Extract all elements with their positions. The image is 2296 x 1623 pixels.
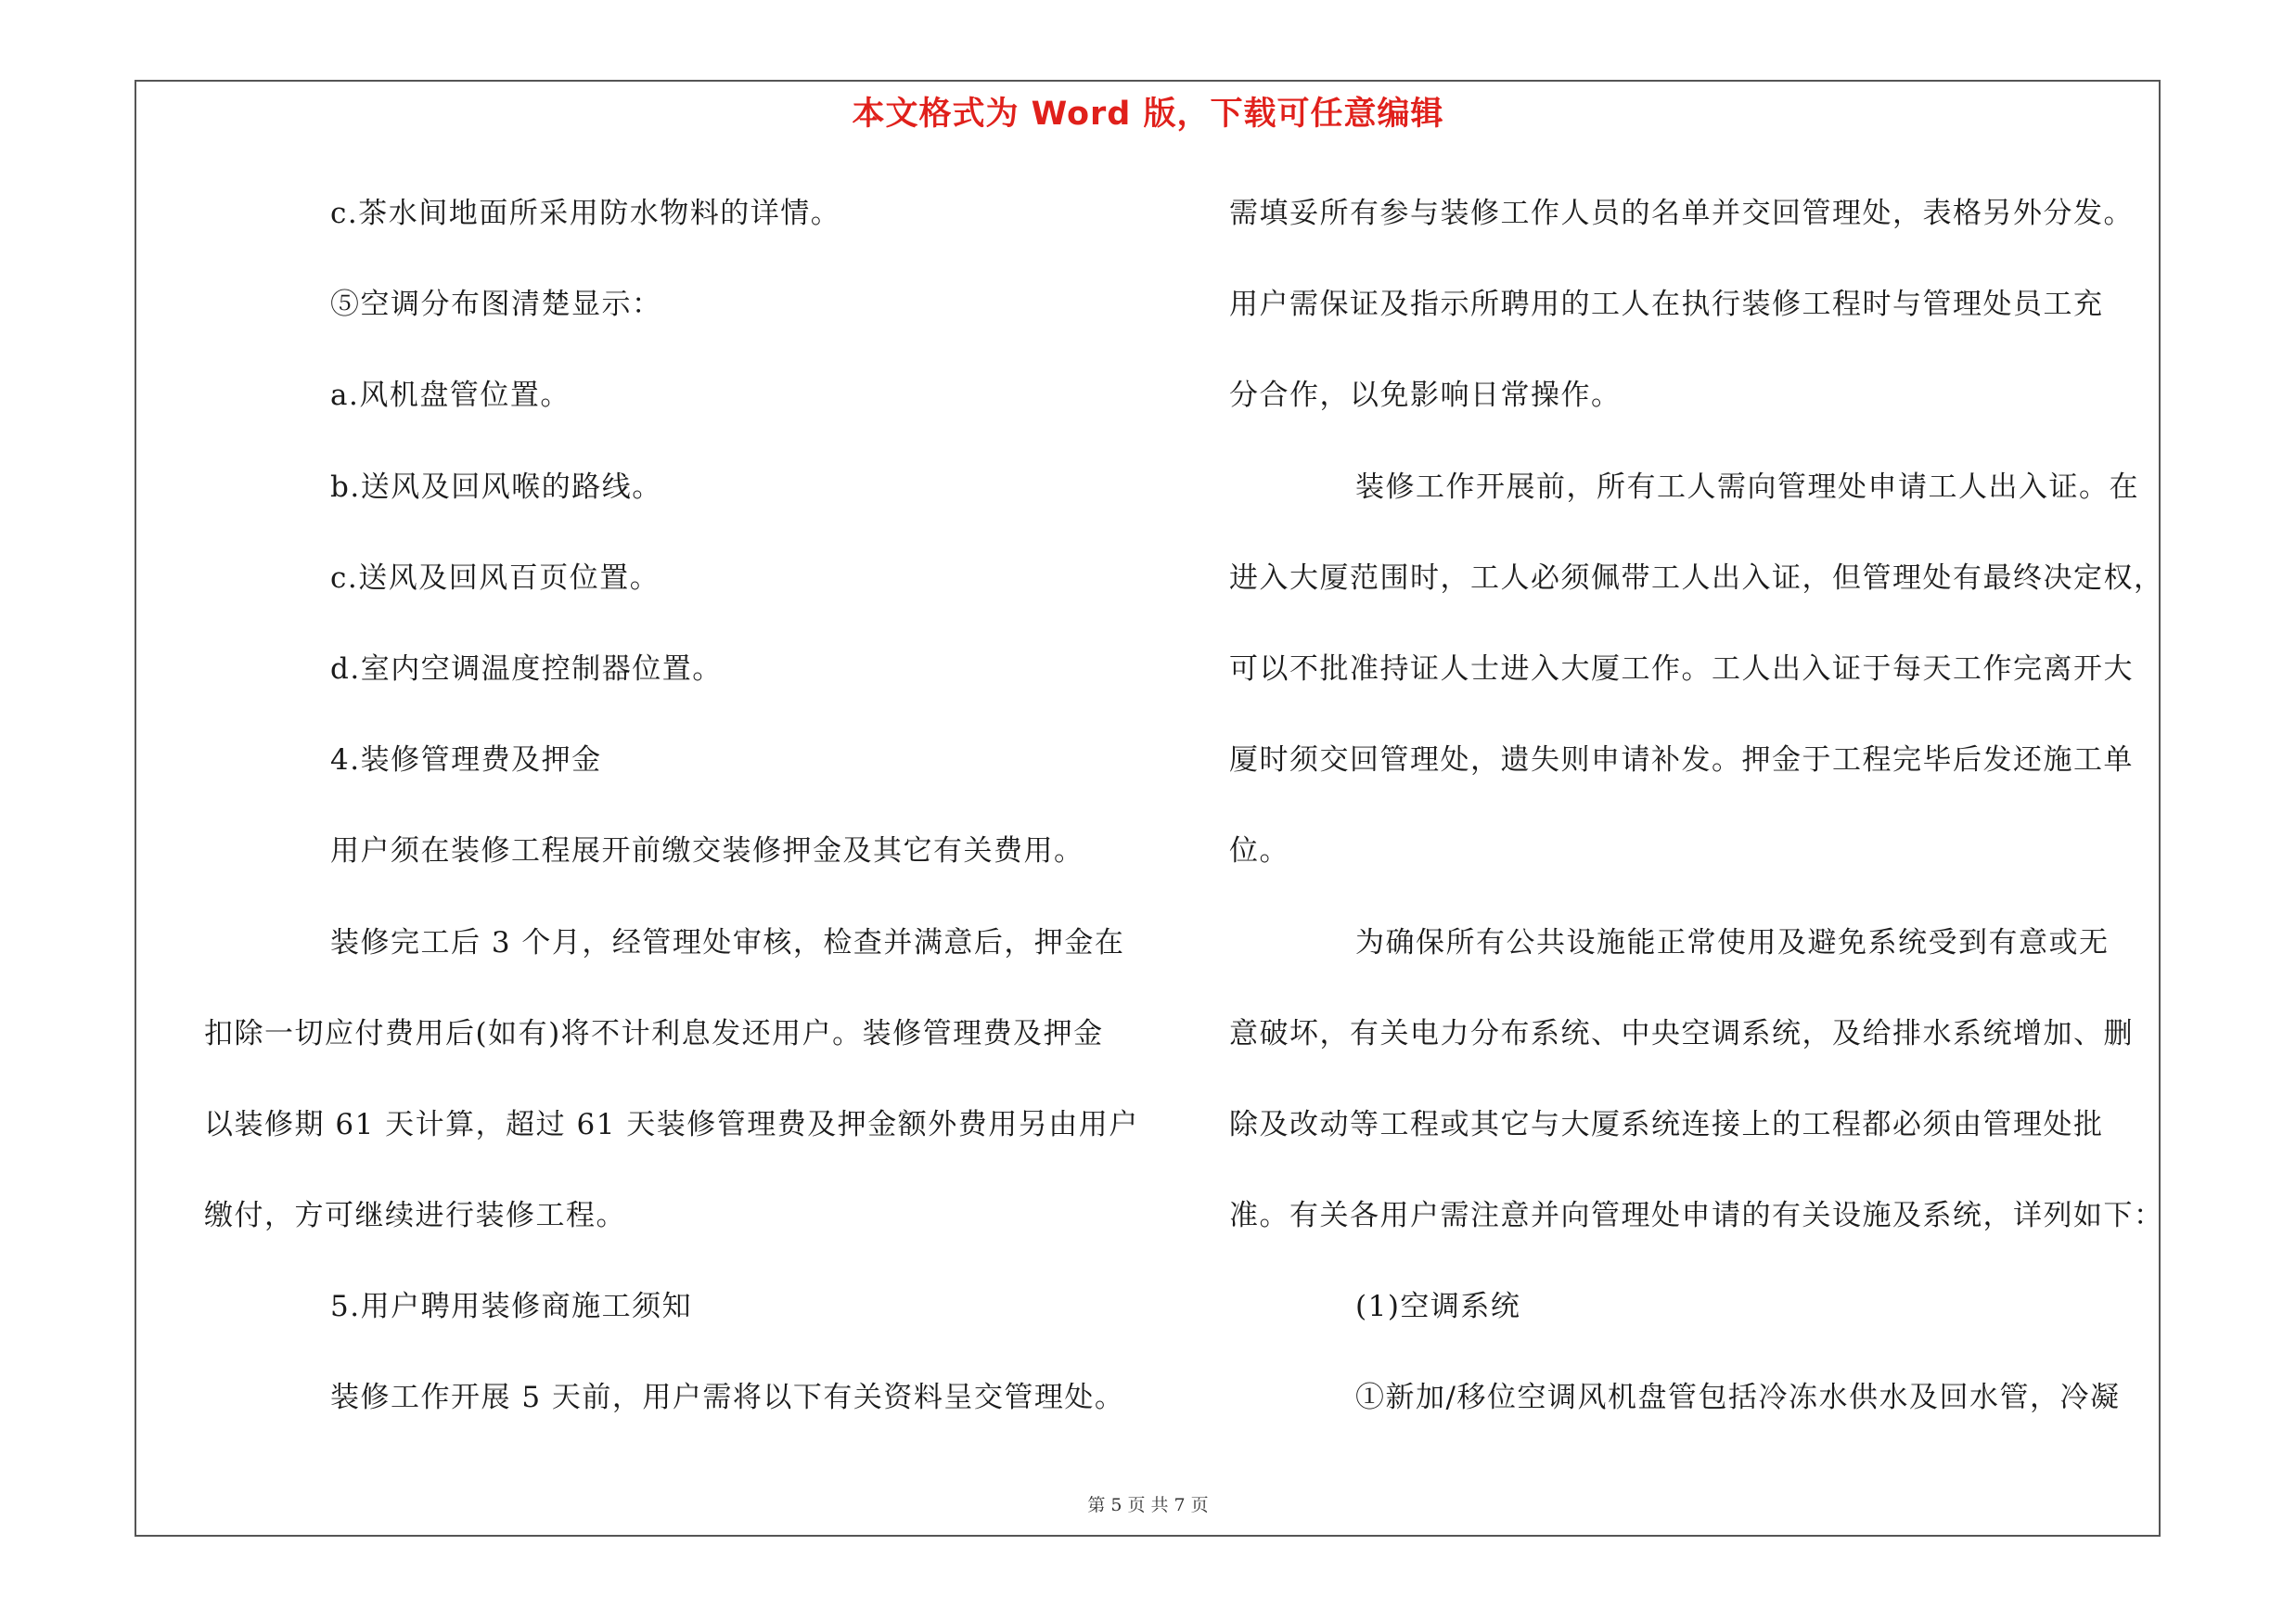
text-line: ⑤空调分布图清楚显示：	[330, 288, 662, 322]
text-line: ①新加/移位空调风机盘管包括冷冻水供水及回水管，冷凝	[1355, 1381, 2121, 1415]
text-line: 扣除一切应付费用后(如有)将不计利息发还用户。装修管理费及押金	[204, 1016, 1104, 1050]
left-column	[204, 181, 1139, 1457]
text-line: 准。有关各用户需注意并向管理处申请的有关设施及系统，详列如下：	[1229, 1199, 2164, 1233]
text-line: 4.装修管理费及押金	[330, 743, 602, 778]
text-line: c.茶水间地面所采用防水物料的详情。	[330, 197, 841, 230]
text-line: b.送风及回风喉的路线。	[330, 470, 662, 504]
page-number: 第 5 页 共 7 页	[1087, 1495, 1209, 1515]
text-line: 以装修期 61 天计算，超过 61 天装修管理费及押金额外费用另由用户	[204, 1107, 1139, 1141]
text-line: 装修完工后 3 个月，经管理处审核，检查并满意后，押金在	[330, 925, 1125, 960]
text-line: d.室内空调温度控制器位置。	[330, 651, 723, 686]
text-line: a.风机盘管位置。	[330, 379, 571, 413]
text-line: 为确保所有公共设施能正常使用及避免系统受到有意或无	[1355, 925, 2110, 960]
text-line: 用户需保证及指示所聘用的工人在执行装修工程时与管理处员工充	[1229, 288, 2104, 322]
text-line: 分合作，以免影响日常操作。	[1229, 379, 1622, 413]
text-line: 进入大厦范围时，工人必须佩带工人出入证，但管理处有最终决定权，	[1229, 560, 2164, 595]
text-line: 除及改动等工程或其它与大厦系统连接上的工程都必须由管理处批	[1229, 1107, 2104, 1141]
text-line: 意破坏，有关电力分布系统、中央空调系统，及给排水系统增加、删	[1229, 1016, 2134, 1050]
text-line: 需填妥所有参与装修工作人员的名单并交回管理处，表格另外分发。	[1229, 197, 2134, 230]
text-line: (1)空调系统	[1355, 1290, 1521, 1324]
text-line: 缴付，方可继续进行装修工程。	[204, 1199, 626, 1233]
text-line: 5.用户聘用装修商施工须知	[330, 1290, 693, 1324]
text-line: 厦时须交回管理处，遗失则申请补发。押金于工程完毕后发还施工单	[1229, 743, 2134, 778]
text-line: 用户须在装修工程展开前缴交装修押金及其它有关费用。	[330, 834, 1084, 869]
text-line: 位。	[1229, 834, 1289, 869]
text-line: 装修工作开展 5 天前，用户需将以下有关资料呈交管理处。	[330, 1381, 1125, 1415]
text-line: 装修工作开展前，所有工人需向管理处申请工人出入证。在	[1355, 470, 2139, 504]
text-line: 可以不批准持证人士进入大厦工作。工人出入证于每天工作完离开大	[1229, 651, 2134, 686]
format-banner: 本文格式为 Word 版，下载可任意编辑	[852, 96, 1444, 133]
right-column	[1229, 181, 2166, 1457]
text-line: c.送风及回风百页位置。	[330, 560, 661, 595]
